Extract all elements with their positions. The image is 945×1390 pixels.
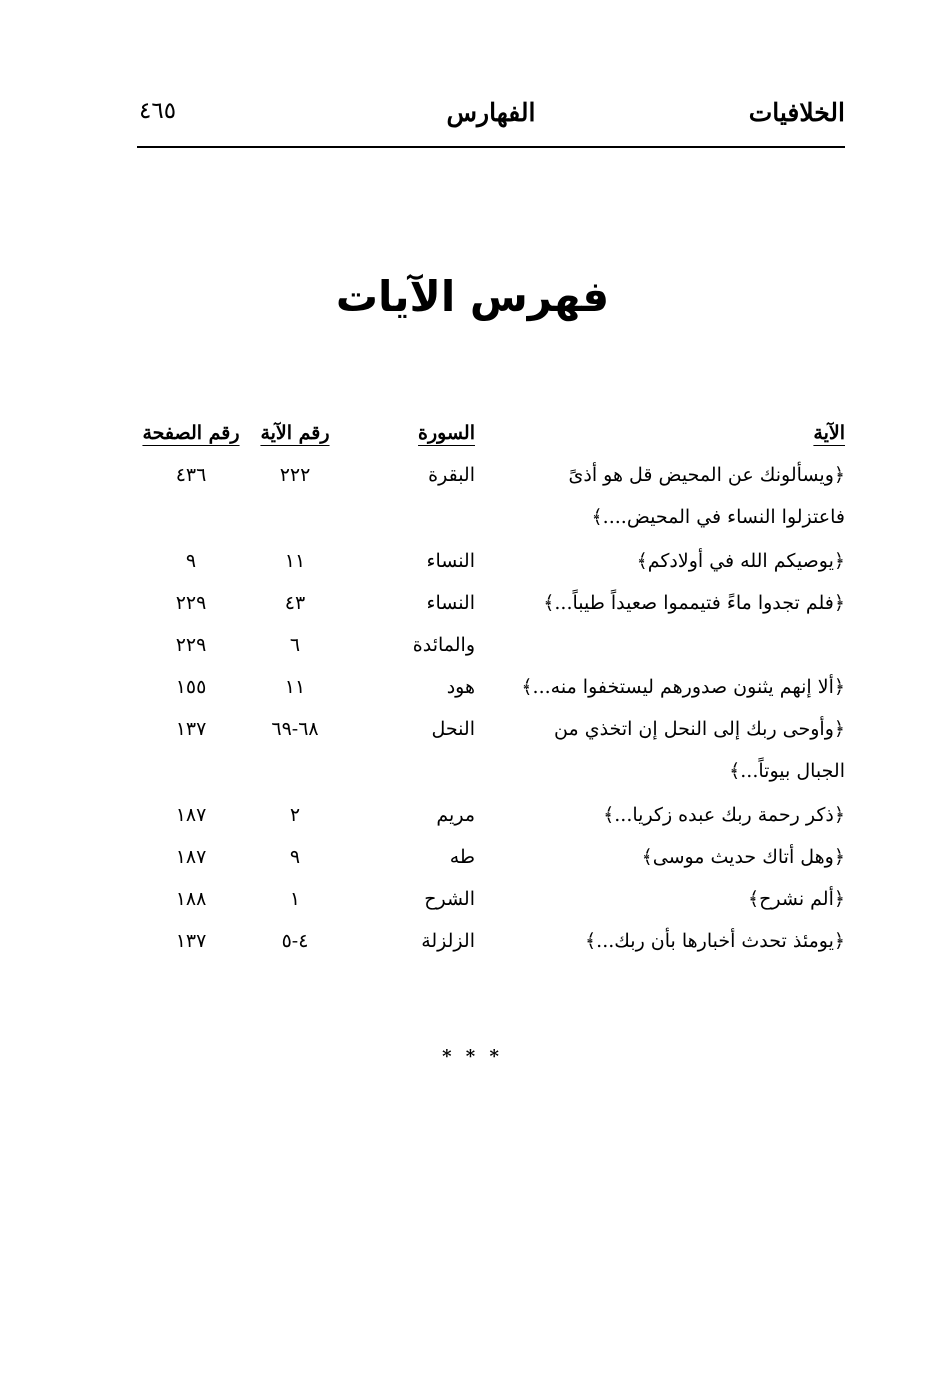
verse-cell: ﴿فلم تجدوا ماءً فتيمموا صعيداً طيباً...﴾ <box>543 592 845 614</box>
table-header <box>137 412 845 454</box>
surah-cell: مريم <box>436 804 475 826</box>
surah-cell: هود <box>446 676 475 698</box>
verse-cell: ﴿وهل أتاك حديث موسى﴾ <box>641 846 845 868</box>
running-header <box>137 92 845 132</box>
page-cell: ٢٢٩ <box>175 634 207 656</box>
page-cell: ١٣٧ <box>175 930 207 952</box>
verse-number-cell: ١١ <box>284 550 306 572</box>
surah-cell: الشرح <box>424 888 475 910</box>
column-header-verse: الآية <box>813 422 845 444</box>
verse-cell: ﴿ألا إنهم يثنون صدورهم ليستخفوا منه...﴾ <box>521 676 845 698</box>
book-title: الخلافيات <box>748 98 845 127</box>
table-row <box>137 624 845 666</box>
page-cell: ١٨٧ <box>175 804 207 826</box>
table-row <box>137 540 845 582</box>
verse-number-cell: ٢ <box>289 804 301 826</box>
page-cell: ١٥٥ <box>175 676 207 698</box>
verse-number-cell: ٤-٥ <box>281 930 309 952</box>
table-row <box>137 920 845 962</box>
column-header-page: رقم الصفحة <box>142 422 240 444</box>
column-header-surah: السورة <box>418 422 475 444</box>
table-row <box>137 708 845 794</box>
end-ornament: * * * <box>442 1046 503 1067</box>
table-row <box>137 878 845 920</box>
verse-cell: ﴿ألم نشرح﴾ <box>747 888 845 910</box>
surah-cell: الزلزلة <box>421 930 475 952</box>
verse-number-cell: ١ <box>289 888 301 910</box>
verse-number-cell: ٤٣ <box>284 592 306 614</box>
surah-cell: البقرة <box>428 464 475 486</box>
verse-cell: ﴿ذكر رحمة ربك عبده زكريا...﴾ <box>603 804 845 826</box>
page-title: فهرس الآيات <box>335 272 610 321</box>
page-cell: ١٨٧ <box>175 846 207 868</box>
page-number: ٤٦٥ <box>139 98 177 124</box>
verse-cell: ﴿ويسألونك عن المحيض قل هو أذىً فاعتزلوا النساء في المحيض....﴾ <box>568 464 845 528</box>
table-row <box>137 454 845 540</box>
page-cell: ٢٢٩ <box>175 592 207 614</box>
surah-cell: والمائدة <box>412 634 475 656</box>
header-divider <box>137 146 845 148</box>
table-row <box>137 794 845 836</box>
surah-cell: النساء <box>426 550 475 572</box>
verse-cell: ﴿يوصيكم الله في أولادكم﴾ <box>636 550 845 572</box>
verse-number-cell: ٢٢٢ <box>279 464 311 486</box>
surah-cell: النساء <box>426 592 475 614</box>
verse-cell: ﴿وأوحى ربك إلى النحل إن اتخذي من الجبال بيوتاً...﴾ <box>554 718 845 782</box>
table-row <box>137 666 845 708</box>
verse-number-cell: ٩ <box>289 846 301 868</box>
page-cell: ١٣٧ <box>175 718 207 740</box>
section-title: الفهارس <box>446 98 536 127</box>
surah-cell: طه <box>449 846 475 868</box>
page-cell: ٩ <box>185 550 197 572</box>
table-row <box>137 582 845 624</box>
table-row <box>137 836 845 878</box>
verse-number-cell: ٦ <box>289 634 301 656</box>
verse-number-cell: ٦٨-٦٩ <box>271 718 319 740</box>
page-cell: ١٨٨ <box>175 888 207 910</box>
column-header-verse-number: رقم الآية <box>260 422 330 444</box>
page-cell: ٤٣٦ <box>175 464 207 486</box>
verse-cell: ﴿يومئذ تحدث أخبارها بأن ربك...﴾ <box>585 930 845 952</box>
verse-index-table <box>137 412 845 962</box>
verse-number-cell: ١١ <box>284 676 306 698</box>
surah-cell: النحل <box>431 718 475 740</box>
